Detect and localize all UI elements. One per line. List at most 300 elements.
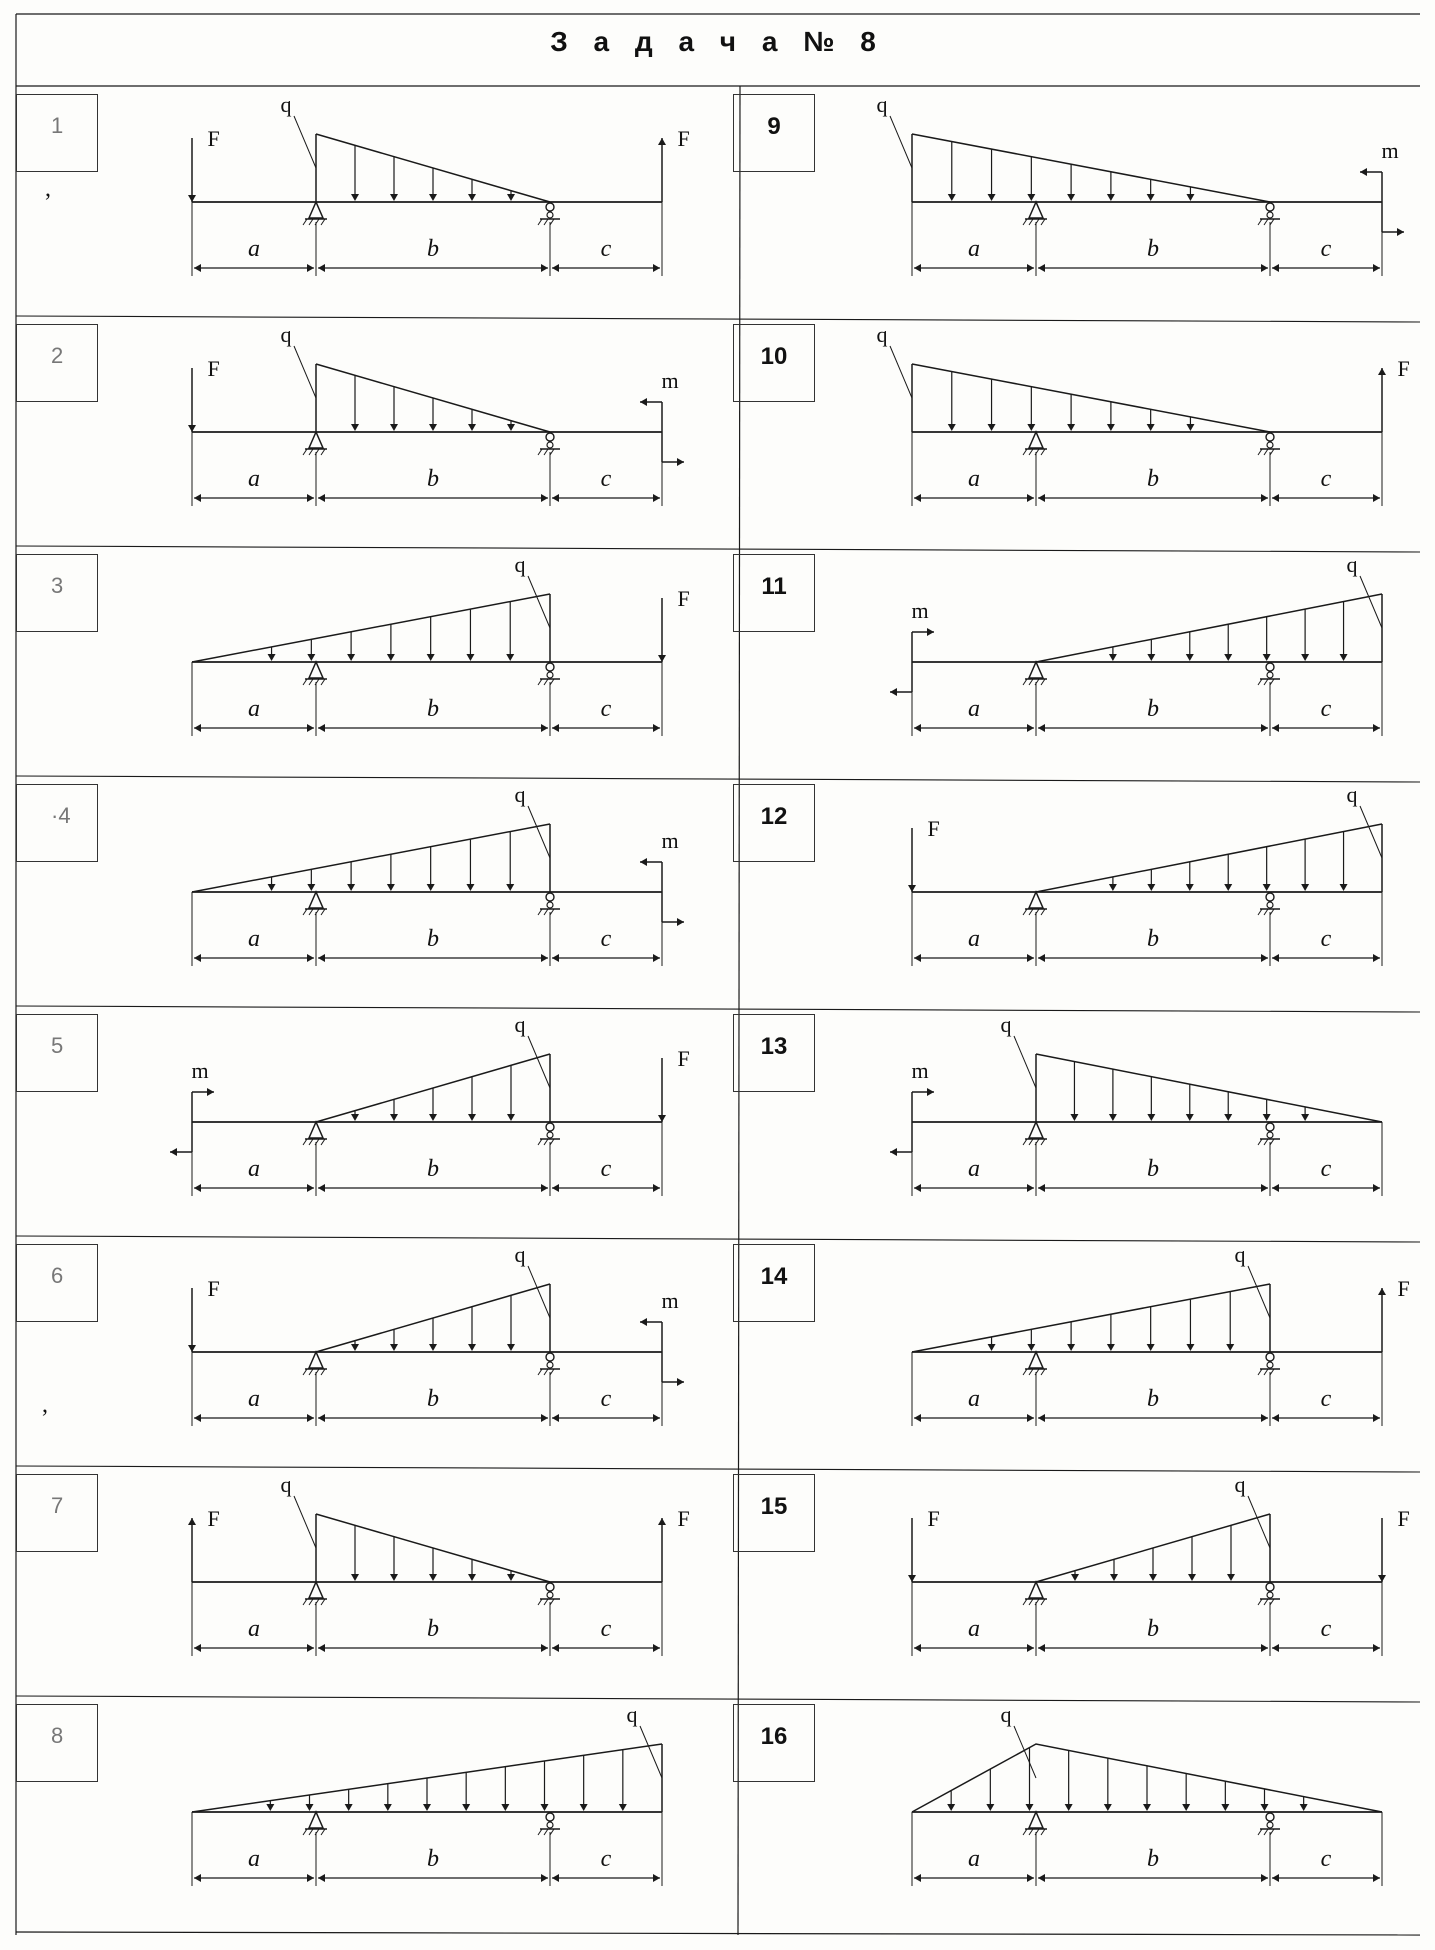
beam-diagram-4 — [192, 782, 684, 966]
pin-support — [309, 1352, 323, 1368]
ground-hatch — [309, 1599, 313, 1605]
q-label: q — [280, 92, 292, 117]
dimension-label-b: b — [427, 1846, 439, 1872]
load-arrow-head — [1186, 1344, 1194, 1351]
dim-arrow — [194, 264, 201, 272]
pin-support — [309, 1582, 323, 1598]
problem-number-2: 2 — [16, 324, 98, 402]
ground-hatch — [1029, 1599, 1033, 1605]
dim-arrow — [194, 1184, 201, 1192]
ground-hatch — [1023, 1369, 1027, 1375]
q-leader — [528, 1036, 550, 1088]
load-arrow-head — [1109, 884, 1117, 891]
problem-number-5: 5 — [16, 1014, 98, 1092]
dim-arrow — [541, 494, 548, 502]
load-arrow-head — [1186, 424, 1194, 431]
load-arrow-head — [429, 194, 437, 201]
load-arrow-head — [1301, 1114, 1309, 1121]
ground-hatch — [309, 679, 313, 685]
dim-arrow — [541, 724, 548, 732]
ground-hatch — [550, 1139, 554, 1145]
load-arrow-head — [429, 1114, 437, 1121]
pin-support — [309, 1122, 323, 1138]
load-arrow-head — [1143, 1804, 1151, 1811]
q-label: q — [514, 552, 526, 577]
load-arrow-head — [1301, 654, 1309, 661]
dim-arrow — [1373, 1414, 1380, 1422]
load-arrow-head — [1027, 424, 1035, 431]
pin-support — [309, 202, 323, 218]
dim-arrow — [307, 1414, 314, 1422]
dimension-label-c: c — [1320, 1156, 1332, 1182]
load-arrow-head — [387, 884, 395, 891]
dim-arrow — [552, 264, 559, 272]
ground-hatch — [544, 1829, 548, 1835]
ground-hatch — [321, 449, 325, 455]
ground-hatch — [303, 1829, 307, 1835]
force-label: F — [677, 1506, 690, 1531]
q-leader — [640, 1726, 662, 1778]
dimension-label-a: a — [968, 466, 980, 492]
beam-diagram-7 — [188, 1472, 690, 1656]
dim-arrow — [1027, 724, 1034, 732]
q-label: q — [514, 1012, 526, 1037]
ground-hatch — [550, 909, 554, 915]
dimension-label-a: a — [968, 1846, 980, 1872]
moment-label: m — [191, 1058, 209, 1083]
roller-support — [546, 203, 554, 211]
load-arrow-head — [501, 1804, 509, 1811]
dim-arrow — [552, 724, 559, 732]
ground-hatch — [321, 1599, 325, 1605]
pin-support — [309, 1812, 323, 1828]
dim-arrow — [194, 494, 201, 502]
dim-arrow — [307, 264, 314, 272]
load-arrow-head — [429, 424, 437, 431]
dim-arrow — [1272, 264, 1279, 272]
load-arrow-head — [429, 1344, 437, 1351]
load-arrow-head — [306, 1804, 314, 1811]
load-envelope — [1036, 594, 1382, 662]
ground-hatch — [550, 219, 554, 225]
dimension-label-c: c — [1320, 1386, 1332, 1412]
force-label: F — [207, 356, 220, 381]
load-arrow-head — [1340, 654, 1348, 661]
ground-hatch — [544, 219, 548, 225]
beam-diagram-14 — [912, 1242, 1410, 1426]
problem-number-13: 13 — [733, 1014, 815, 1092]
roller-support — [1267, 672, 1273, 678]
right-moment-head — [1397, 228, 1404, 236]
load-arrow-head — [541, 1804, 549, 1811]
dimension-label-c: c — [600, 1386, 612, 1412]
ground-hatch — [303, 1139, 307, 1145]
load-arrow-head — [1027, 1344, 1035, 1351]
dim-arrow — [307, 1874, 314, 1882]
dimension-label-b: b — [1147, 1616, 1159, 1642]
dim-arrow — [653, 1874, 660, 1882]
problem-number-16: 16 — [733, 1704, 815, 1782]
load-arrow-head — [1186, 194, 1194, 201]
dim-arrow — [1038, 954, 1045, 962]
ground-hatch — [1029, 219, 1033, 225]
dim-arrow — [194, 724, 201, 732]
dim-arrow — [1261, 494, 1268, 502]
ground-hatch — [550, 1829, 554, 1835]
dim-arrow — [1261, 1184, 1268, 1192]
moment-label: m — [911, 598, 929, 623]
beam-diagram-15 — [908, 1472, 1410, 1656]
roller-support — [546, 1353, 554, 1361]
load-arrow-head — [1186, 884, 1194, 891]
roller-support — [1266, 1583, 1274, 1591]
ground-hatch — [1258, 1139, 1262, 1145]
pin-support — [309, 432, 323, 448]
dim-arrow — [541, 1184, 548, 1192]
load-arrow-head — [1186, 1114, 1194, 1121]
load-arrow-head — [1226, 1344, 1234, 1351]
load-arrow-head — [1224, 1114, 1232, 1121]
load-arrow-head — [1110, 1574, 1118, 1581]
load-arrow-head — [580, 1804, 588, 1811]
dim-arrow — [653, 1644, 660, 1652]
row-divider — [16, 316, 1420, 322]
dimension-label-b: b — [427, 1156, 439, 1182]
force-label: F — [677, 1046, 690, 1071]
load-arrow-head — [351, 1344, 359, 1351]
load-arrow-head — [948, 424, 956, 431]
ground-hatch — [303, 1369, 307, 1375]
dim-arrow — [1272, 494, 1279, 502]
dimension-label-a: a — [968, 1386, 980, 1412]
load-arrow-head — [1067, 194, 1075, 201]
ground-hatch — [1023, 679, 1027, 685]
dimension-label-a: a — [248, 236, 260, 262]
q-label: q — [280, 1472, 292, 1497]
q-label: q — [1000, 1702, 1012, 1727]
problem-number-7: 7 — [16, 1474, 98, 1552]
ground-hatch — [1270, 1599, 1274, 1605]
dim-arrow — [1038, 494, 1045, 502]
load-arrow-head — [390, 1344, 398, 1351]
q-label: q — [626, 1702, 638, 1727]
load-arrow-head — [1340, 884, 1348, 891]
dim-arrow — [318, 1874, 325, 1882]
roller-support — [1266, 663, 1274, 671]
dim-arrow — [1027, 264, 1034, 272]
dimension-label-b: b — [427, 696, 439, 722]
left-moment-head — [890, 688, 897, 696]
load-arrow-head — [345, 1804, 353, 1811]
right-force-head — [658, 138, 666, 145]
ground-hatch — [1258, 1369, 1262, 1375]
ground-hatch — [1029, 1139, 1033, 1145]
ground-hatch — [538, 1599, 542, 1605]
left-moment-head — [890, 1148, 897, 1156]
load-arrow-head — [1261, 1804, 1269, 1811]
ground-hatch — [1264, 219, 1268, 225]
ground-hatch — [321, 1829, 325, 1835]
load-arrow-head — [347, 884, 355, 891]
load-envelope — [192, 594, 550, 662]
q-label: q — [1346, 552, 1358, 577]
ground-hatch — [538, 219, 542, 225]
left-moment-head — [207, 1088, 214, 1096]
ground-hatch — [309, 1369, 313, 1375]
beam-diagram-2 — [188, 322, 684, 506]
dim-arrow — [307, 954, 314, 962]
ground-hatch — [544, 679, 548, 685]
dim-arrow — [1027, 1644, 1034, 1652]
force-label: F — [677, 126, 690, 151]
load-arrow-head — [988, 194, 996, 201]
q-leader — [1360, 576, 1382, 628]
dim-arrow — [1373, 954, 1380, 962]
roller-support — [1267, 442, 1273, 448]
ground-hatch — [1264, 1599, 1268, 1605]
dim-arrow — [653, 724, 660, 732]
dimension-label-a: a — [248, 1616, 260, 1642]
roller-support — [547, 1822, 553, 1828]
ground-hatch — [321, 1369, 325, 1375]
load-arrow-head — [506, 884, 514, 891]
left-moment-head — [927, 628, 934, 636]
dim-arrow — [318, 954, 325, 962]
ground-hatch — [1270, 1139, 1274, 1145]
ground-hatch — [1258, 1599, 1262, 1605]
dimension-label-c: c — [1320, 696, 1332, 722]
dim-arrow — [552, 1644, 559, 1652]
load-envelope — [1036, 824, 1382, 892]
pin-support — [1029, 1812, 1043, 1828]
dimension-label-c: c — [1320, 466, 1332, 492]
load-arrow-head — [507, 1574, 515, 1581]
load-arrow-head — [1067, 1344, 1075, 1351]
problem-number-8: 8 — [16, 1704, 98, 1782]
force-label: F — [207, 1506, 220, 1531]
dimension-label-a: a — [968, 1156, 980, 1182]
q-leader — [890, 346, 912, 398]
dim-arrow — [541, 264, 548, 272]
force-label: F — [207, 126, 220, 151]
left-force-head — [188, 195, 196, 202]
ground-hatch — [538, 679, 542, 685]
load-arrow-head — [423, 1804, 431, 1811]
roller-support — [1266, 893, 1274, 901]
force-label: F — [1397, 356, 1410, 381]
q-leader — [528, 806, 550, 858]
beam-diagram-11 — [890, 552, 1382, 736]
dimension-label-b: b — [1147, 1386, 1159, 1412]
dimension-label-b: b — [1147, 926, 1159, 952]
ground-hatch — [1270, 1829, 1274, 1835]
dimension-label-a: a — [248, 696, 260, 722]
dim-arrow — [1373, 264, 1380, 272]
q-leader — [1014, 1036, 1036, 1088]
load-arrow-head — [351, 1574, 359, 1581]
right-force-head — [1378, 1575, 1386, 1582]
pin-support — [1029, 202, 1043, 218]
right-moment-head — [640, 1318, 647, 1326]
beam-diagram-3 — [192, 552, 690, 736]
right-force-head — [658, 1518, 666, 1525]
roller-support — [546, 1123, 554, 1131]
load-arrow-head — [390, 1574, 398, 1581]
load-arrow-head — [1147, 654, 1155, 661]
right-force-head — [658, 1115, 666, 1122]
ground-hatch — [1041, 1139, 1045, 1145]
force-label: F — [927, 816, 940, 841]
row-divider — [16, 1236, 1420, 1242]
roller-support — [547, 1362, 553, 1368]
ground-hatch — [544, 1369, 548, 1375]
pin-support — [1029, 892, 1043, 908]
dim-arrow — [1272, 1874, 1279, 1882]
dim-arrow — [1272, 724, 1279, 732]
load-arrow-head — [427, 884, 435, 891]
roller-support — [547, 1132, 553, 1138]
ground-hatch — [321, 1139, 325, 1145]
roller-support — [1266, 433, 1274, 441]
dim-arrow — [541, 954, 548, 962]
dim-arrow — [914, 264, 921, 272]
frame-bottom — [16, 1932, 1420, 1935]
load-arrow-head — [468, 1574, 476, 1581]
ground-hatch — [538, 449, 542, 455]
load-arrow-head — [351, 1114, 359, 1121]
q-leader — [1248, 1496, 1270, 1548]
dimension-label-c: c — [600, 1846, 612, 1872]
load-arrow-head — [307, 884, 315, 891]
dim-arrow — [541, 1644, 548, 1652]
dimension-label-a: a — [248, 1156, 260, 1182]
ground-hatch — [1264, 679, 1268, 685]
force-label: F — [927, 1506, 940, 1531]
ground-hatch — [538, 1139, 542, 1145]
dim-arrow — [552, 1414, 559, 1422]
dimension-label-b: b — [427, 926, 439, 952]
dim-arrow — [541, 1414, 548, 1422]
load-arrow-head — [390, 424, 398, 431]
dim-arrow — [1027, 1414, 1034, 1422]
load-arrow-head — [619, 1804, 627, 1811]
dim-arrow — [1261, 724, 1268, 732]
load-arrow-head — [1026, 1804, 1034, 1811]
ground-hatch — [309, 449, 313, 455]
ground-hatch — [321, 909, 325, 915]
ground-hatch — [1041, 679, 1045, 685]
pin-support — [1029, 432, 1043, 448]
q-leader — [890, 116, 912, 168]
ground-hatch — [1258, 679, 1262, 685]
load-arrow-head — [1147, 424, 1155, 431]
ground-hatch — [321, 219, 325, 225]
ground-hatch — [309, 909, 313, 915]
load-arrow-head — [1071, 1574, 1079, 1581]
load-arrow-head — [351, 424, 359, 431]
dim-arrow — [318, 264, 325, 272]
ground-hatch — [1264, 1829, 1268, 1835]
beam-diagram-9 — [877, 92, 1405, 276]
dim-arrow — [307, 494, 314, 502]
q-leader — [1248, 1266, 1270, 1318]
force-label: F — [207, 1276, 220, 1301]
q-label: q — [514, 782, 526, 807]
dim-arrow — [1373, 1644, 1380, 1652]
load-arrow-head — [351, 194, 359, 201]
load-envelope — [912, 134, 1270, 202]
dimension-label-a: a — [968, 926, 980, 952]
load-arrow-head — [468, 1114, 476, 1121]
ground-hatch — [1029, 1829, 1033, 1835]
dim-arrow — [1272, 1184, 1279, 1192]
load-arrow-head — [1109, 654, 1117, 661]
load-arrow-head — [347, 654, 355, 661]
roller-support — [1267, 1822, 1273, 1828]
ground-hatch — [1029, 909, 1033, 915]
load-arrow-head — [1263, 654, 1271, 661]
dimension-label-c: c — [600, 1616, 612, 1642]
ground-hatch — [1023, 1139, 1027, 1145]
dim-arrow — [653, 264, 660, 272]
load-arrow-head — [1224, 884, 1232, 891]
dim-arrow — [552, 954, 559, 962]
load-arrow-head — [268, 654, 276, 661]
ground-hatch — [550, 1599, 554, 1605]
right-force-head — [1378, 1288, 1386, 1295]
q-label: q — [1234, 1242, 1246, 1267]
dimension-label-b: b — [1147, 696, 1159, 722]
q-leader — [528, 1266, 550, 1318]
load-arrow-head — [1186, 654, 1194, 661]
dimension-label-c: c — [600, 1156, 612, 1182]
dimension-label-c: c — [1320, 1616, 1332, 1642]
load-arrow-head — [1224, 654, 1232, 661]
roller-support — [1266, 1123, 1274, 1131]
ground-hatch — [544, 909, 548, 915]
ground-hatch — [1258, 909, 1262, 915]
dim-arrow — [1373, 724, 1380, 732]
dim-arrow — [194, 1414, 201, 1422]
load-arrow-head — [1263, 884, 1271, 891]
load-arrow-head — [427, 654, 435, 661]
load-arrow-head — [988, 1344, 996, 1351]
load-arrow-head — [1070, 1114, 1078, 1121]
dim-arrow — [1272, 954, 1279, 962]
dimension-label-b: b — [1147, 1156, 1159, 1182]
force-label: F — [1397, 1506, 1410, 1531]
dimension-label-b: b — [1147, 466, 1159, 492]
problem-number-9: 9 — [733, 94, 815, 172]
dimension-label-a: a — [248, 1846, 260, 1872]
load-arrow-head — [507, 424, 515, 431]
ground-hatch — [1023, 909, 1027, 915]
dim-arrow — [914, 724, 921, 732]
row-divider — [16, 1466, 1420, 1472]
load-arrow-head — [307, 654, 315, 661]
dimension-label-a: a — [248, 466, 260, 492]
beam-diagram-8 — [192, 1702, 662, 1886]
pin-support — [1029, 1352, 1043, 1368]
dimension-label-a: a — [968, 236, 980, 262]
ground-hatch — [1041, 1369, 1045, 1375]
dimension-label-c: c — [600, 236, 612, 262]
beam-diagram-12 — [908, 782, 1382, 966]
ground-hatch — [538, 909, 542, 915]
dim-arrow — [653, 1184, 660, 1192]
dimension-label-b: b — [1147, 236, 1159, 262]
dimension-label-b: b — [427, 236, 439, 262]
